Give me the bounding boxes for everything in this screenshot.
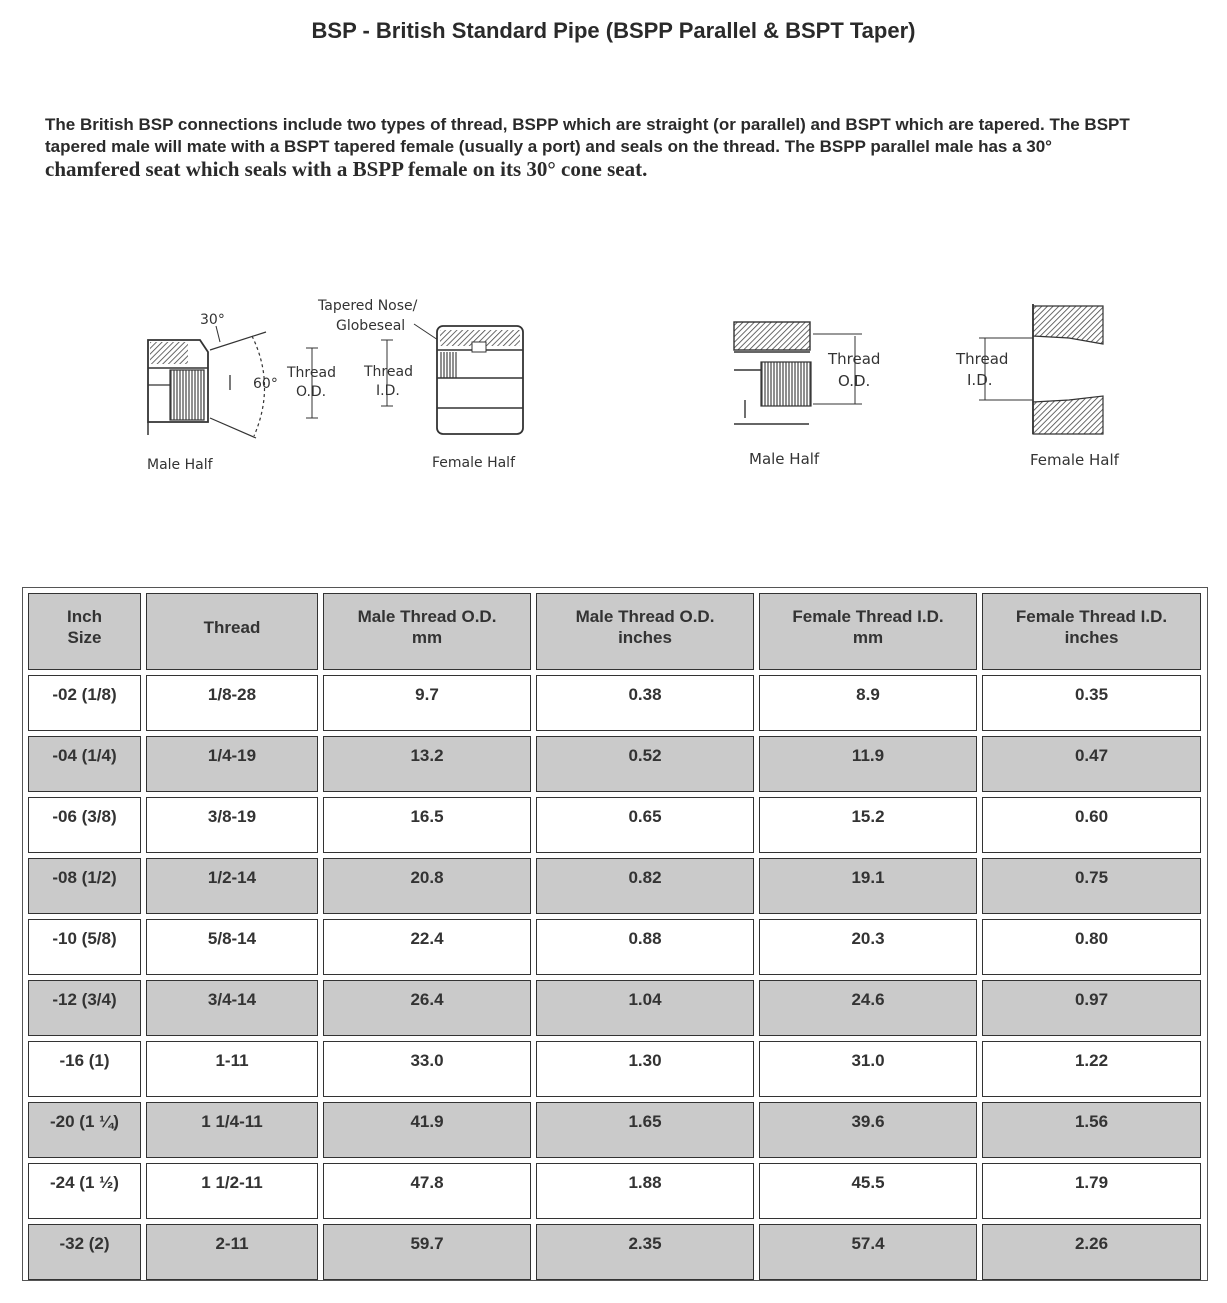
cell-male-od-inches: 0.82 (536, 858, 754, 914)
cell-female-id-inches: 0.35 (982, 675, 1201, 731)
left-male-half-label: Male Half (147, 457, 213, 473)
cell-thread: 1 1/4-11 (146, 1102, 318, 1158)
right-female-half-label: Female Half (1030, 451, 1119, 469)
cell-female-id-mm: 20.3 (759, 919, 977, 975)
cell-female-id-inches: 1.79 (982, 1163, 1201, 1219)
cell-male-od-mm: 22.4 (323, 919, 531, 975)
angle-30-label: 30° (200, 312, 225, 328)
table-row (28, 736, 1201, 792)
cell-male-od-inches: 0.38 (536, 675, 754, 731)
cell-female-id-inches: 1.22 (982, 1041, 1201, 1097)
cell-female-id-inches: 2.26 (982, 1224, 1201, 1280)
cell-female-id-inches: 0.75 (982, 858, 1201, 914)
left-thread-id-label-1: Thread (364, 364, 413, 380)
header-male-od-mm: Male Thread O.D. mm (323, 593, 531, 670)
cell-inch-size: -32 (2) (28, 1224, 141, 1280)
cell-inch-size: -08 (1/2) (28, 858, 141, 914)
left-thread-od-label-2: O.D. (296, 384, 327, 400)
page-title: BSP - British Standard Pipe (BSPP Parallel & BSPT Taper) (311, 18, 916, 43)
table-row (28, 797, 1201, 853)
cell-thread: 3/4-14 (146, 980, 318, 1036)
cell-male-od-inches: 1.65 (536, 1102, 754, 1158)
bsp-size-table (23, 588, 1206, 1285)
cell-thread: 1/8-28 (146, 675, 318, 731)
cell-female-id-inches: 0.47 (982, 736, 1201, 792)
cell-male-od-mm: 16.5 (323, 797, 531, 853)
cell-inch-size: -06 (3/8) (28, 797, 141, 853)
cell-male-od-mm: 26.4 (323, 980, 531, 1036)
cell-inch-size: -10 (5/8) (28, 919, 141, 975)
left-thread-od-label-1: Thread (287, 365, 336, 381)
cell-male-od-mm: 41.9 (323, 1102, 531, 1158)
left-female-half-label: Female Half (432, 455, 515, 471)
right-male-half-label: Male Half (749, 450, 820, 468)
cell-inch-size: -24 (1 ½) (28, 1163, 141, 1219)
bspt-diagram (725, 300, 1145, 475)
table-row (28, 1041, 1201, 1097)
cell-thread: 5/8-14 (146, 919, 318, 975)
cell-male-od-mm: 33.0 (323, 1041, 531, 1097)
cell-female-id-mm: 8.9 (759, 675, 977, 731)
table-row (28, 919, 1201, 975)
right-thread-od-label-1: Thread (828, 350, 881, 368)
bspp-diagram-drawing (140, 290, 540, 480)
cell-male-od-mm: 59.7 (323, 1224, 531, 1280)
cell-female-id-inches: 1.56 (982, 1102, 1201, 1158)
cell-male-od-mm: 47.8 (323, 1163, 531, 1219)
cell-female-id-mm: 57.4 (759, 1224, 977, 1280)
cell-male-od-inches: 1.88 (536, 1163, 754, 1219)
cell-male-od-mm: 13.2 (323, 736, 531, 792)
table-row (28, 980, 1201, 1036)
right-thread-id-label-1: Thread (956, 350, 1009, 368)
cell-female-id-mm: 11.9 (759, 736, 977, 792)
bspt-diagram-drawing (725, 300, 1145, 475)
cell-thread: 1-11 (146, 1041, 318, 1097)
cell-thread: 2-11 (146, 1224, 318, 1280)
cell-inch-size: -20 (1 ¼) (28, 1102, 141, 1158)
cell-male-od-inches: 0.88 (536, 919, 754, 975)
cell-thread: 1/4-19 (146, 736, 318, 792)
cell-male-od-mm: 9.7 (323, 675, 531, 731)
table-row (28, 858, 1201, 914)
left-thread-id-label-2: I.D. (376, 383, 400, 399)
cell-male-od-inches: 2.35 (536, 1224, 754, 1280)
intro-paragraph (45, 114, 1210, 180)
header-inch-size: Inch Size (28, 593, 141, 670)
cell-female-id-inches: 0.97 (982, 980, 1201, 1036)
table-row (28, 1163, 1201, 1219)
cell-inch-size: -02 (1/8) (28, 675, 141, 731)
table-row (28, 675, 1201, 731)
cell-female-id-mm: 15.2 (759, 797, 977, 853)
cell-male-od-inches: 1.04 (536, 980, 754, 1036)
cell-male-od-mm: 20.8 (323, 858, 531, 914)
cell-thread: 1 1/2-11 (146, 1163, 318, 1219)
cell-thread: 1/2-14 (146, 858, 318, 914)
header-male-od-inches: Male Thread O.D. inches (536, 593, 754, 670)
cell-male-od-inches: 0.65 (536, 797, 754, 853)
cell-inch-size: -04 (1/4) (28, 736, 141, 792)
cell-female-id-mm: 31.0 (759, 1041, 977, 1097)
intro-line-1: The British BSP connections include two types of thread, BSPP which are straight (or parallel) and BSPT which are tapered. The BSPT (45, 115, 1130, 134)
cell-female-id-mm: 19.1 (759, 858, 977, 914)
intro-line-3: chamfered seat which seals with a BSPP female on its 30° cone seat. (45, 157, 648, 181)
bsp-size-table-frame (22, 587, 1208, 1281)
intro-line-2: tapered male will mate with a BSPT tapered female (usually a port) and seals on the thread. The BSPP parallel male has a 30° (45, 137, 1052, 156)
table-row (28, 1102, 1201, 1158)
cell-inch-size: -12 (3/4) (28, 980, 141, 1036)
cell-thread: 3/8-19 (146, 797, 318, 853)
angle-60-label: 60° (253, 376, 278, 392)
cell-female-id-mm: 24.6 (759, 980, 977, 1036)
cell-male-od-inches: 0.52 (536, 736, 754, 792)
table-header-row (28, 593, 1201, 670)
header-female-id-inches: Female Thread I.D. inches (982, 593, 1201, 670)
right-thread-id-label-2: I.D. (967, 371, 993, 389)
cell-female-id-mm: 39.6 (759, 1102, 977, 1158)
header-female-id-mm: Female Thread I.D. mm (759, 593, 977, 670)
tapered-nose-label-2: Globeseal (336, 318, 406, 334)
cell-female-id-inches: 0.60 (982, 797, 1201, 853)
right-thread-od-label-2: O.D. (838, 372, 871, 390)
cell-female-id-mm: 45.5 (759, 1163, 977, 1219)
table-row (28, 1224, 1201, 1280)
cell-male-od-inches: 1.30 (536, 1041, 754, 1097)
cell-inch-size: -16 (1) (28, 1041, 141, 1097)
header-thread: Thread (146, 593, 318, 670)
tapered-nose-label-1: Tapered Nose/ (318, 298, 418, 314)
cell-female-id-inches: 0.80 (982, 919, 1201, 975)
bspp-diagram (140, 290, 540, 480)
